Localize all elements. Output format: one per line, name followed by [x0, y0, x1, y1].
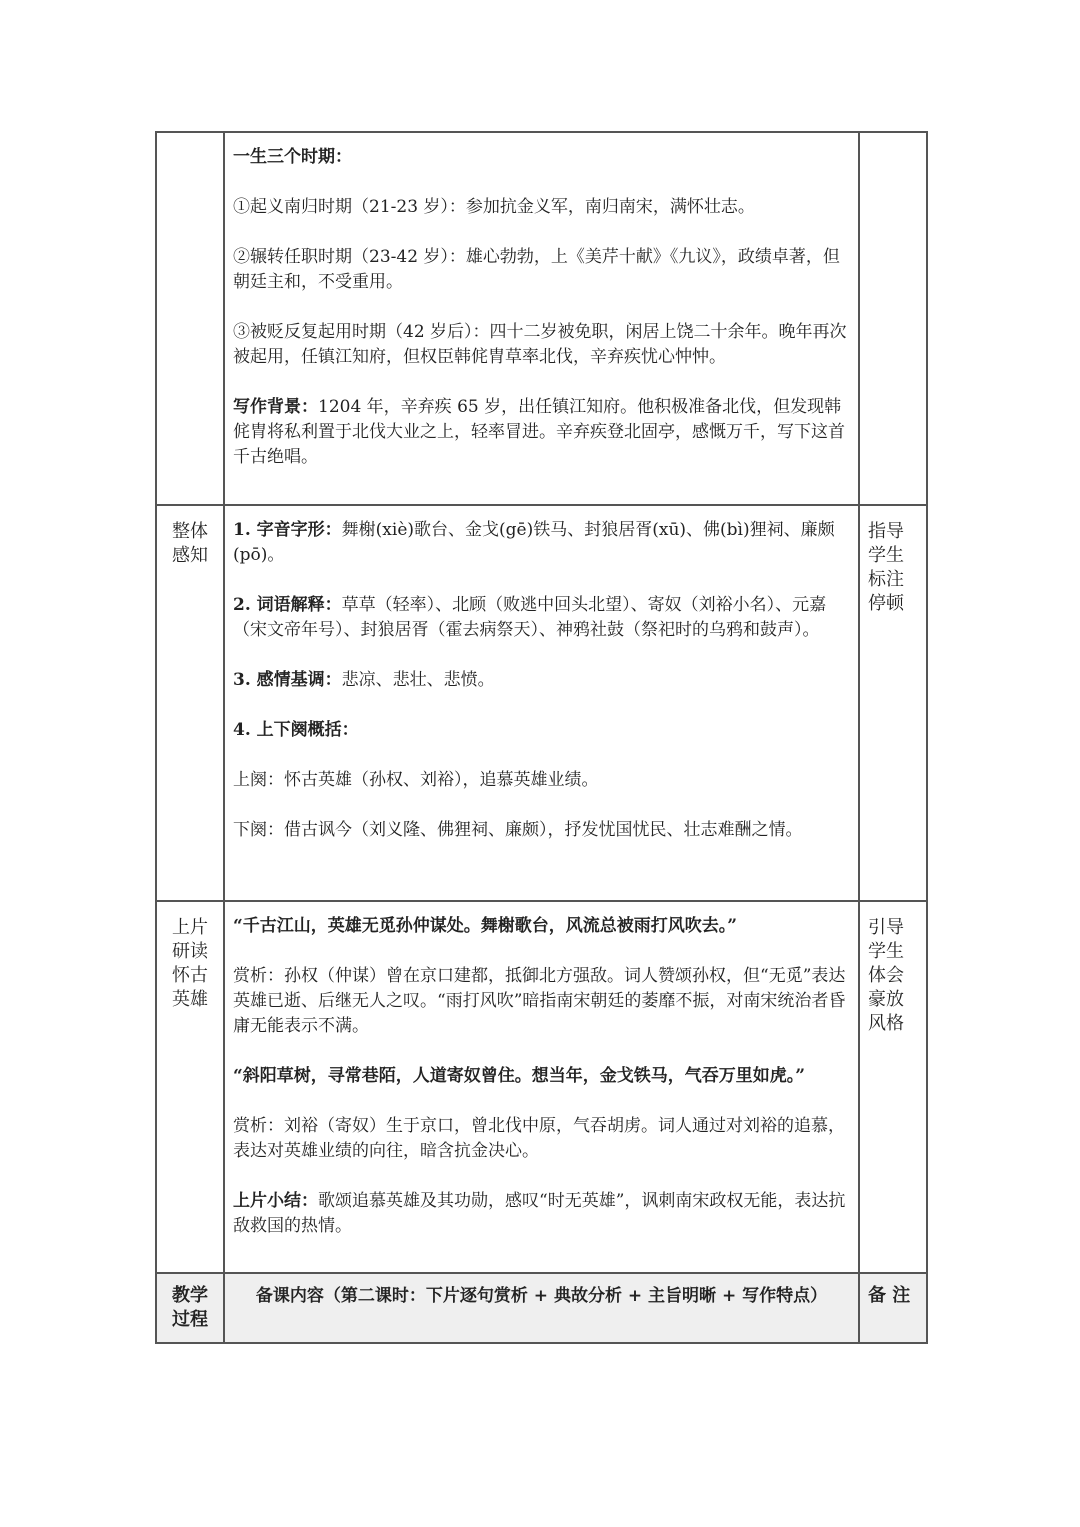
- footer-label-cell: 教学 过程: [156, 1273, 224, 1343]
- row-content-cell: [224, 505, 859, 901]
- content-paragraph: 2. 词语解释：草草（轻率）、北顾（败逃中回头北望）、寄奴（刘裕小名）、元嘉（宋文帝年号）、封狼居胥（霍去病祭天）、神鸦社鼓（祭祀时的乌鸦和鼓声）。: [233, 595, 827, 640]
- content-paragraph: “千古江山，英雄无觅孙仲谋处。舞榭歌台，风流总被雨打风吹去。”: [233, 916, 738, 936]
- content-paragraph: “斜阳草树，寻常巷陌，人道寄奴曾住。想当年，金戈铁马，气吞万里如虎。”: [233, 1066, 806, 1086]
- content-paragraph: 赏析：孙权（仲谋）曾在京口建都，抵御北方强敌。词人赞颂孙权，但“无觅”表达英雄已逝、后继无人之叹。“雨打风吹”暗指南宋朝廷的萎靡不振，对南宋统治者昏庸无能表示不满。: [233, 966, 846, 1036]
- content-paragraph: ①起义南归时期（21-23 岁）：参加抗金义军，南归南宋，满怀壮志。: [233, 197, 755, 217]
- content-paragraph: 一生三个时期：: [233, 147, 352, 167]
- content-paragraph: ②辗转任职时期（23-42 岁）：雄心勃勃，上《美芹十献》《九议》，政绩卓著，但朝廷主和，不受重用。: [233, 247, 840, 292]
- row-note-cell: 引导 学生 体会 豪放 风格: [859, 901, 927, 1273]
- content-paragraph: 3. 感情基调：悲凉、悲壮、悲愤。: [233, 670, 495, 690]
- content-paragraph: 4. 上下阕概括：: [233, 720, 359, 740]
- footer-content-cell: 备课内容（第二课时：下片逐句赏析 + 典故分析 + 主旨明晰 + 写作特点）: [224, 1273, 859, 1343]
- content-paragraph: 1. 字音字形：舞榭(xiè)歌台、金戈(gē)铁马、封狼居胥(xū)、佛(bì)狸祠、廉颇(pō)。: [233, 520, 835, 565]
- footer-note-cell: 备 注: [859, 1273, 927, 1343]
- row-content-cell: [224, 901, 859, 1273]
- row-label-cell: [156, 132, 224, 505]
- row-note-cell: 指导 学生 标注 停顿: [859, 505, 927, 901]
- content-paragraph: 下阕：借古讽今（刘义隆、佛狸祠、廉颇），抒发忧国忧民、壮志难酬之情。: [233, 820, 803, 840]
- row-content-cell: [224, 132, 859, 505]
- content-paragraph: 上片小结：歌颂追慕英雄及其功勋，感叹“时无英雄”，讽刺南宋政权无能，表达抗敌救国的热情。: [233, 1191, 846, 1236]
- lesson-plan-table: [155, 131, 928, 1344]
- content-paragraph: 写作背景：1204 年，辛弃疾 65 岁，出任镇江知府。他积极准备北伐，但发现韩侂胄将私利置于北伐大业之上，轻率冒进。辛弃疾登北固亭，感慨万千，写下这首千古绝唱。: [233, 397, 845, 467]
- content-paragraph: 赏析：刘裕（寄奴）生于京口，曾北伐中原，气吞胡虏。词人通过对刘裕的追慕，表达对英雄业绩的向往，暗含抗金决心。: [233, 1116, 845, 1161]
- table-row: [156, 901, 927, 1273]
- table-row: [156, 505, 927, 901]
- content-paragraph: 上阕：怀古英雄（孙权、刘裕），追慕英雄业绩。: [233, 770, 599, 790]
- content-paragraph: ③被贬反复起用时期（42 岁后）：四十二岁被免职，闲居上饶二十余年。晚年再次被起用，任镇江知府，但权臣韩侂胄草率北伐，辛弃疾忧心忡忡。: [233, 322, 847, 367]
- table-row: [156, 1273, 927, 1343]
- row-label-cell: 上片 研读 怀古 英雄: [156, 901, 224, 1273]
- row-label-cell: 整体 感知: [156, 505, 224, 901]
- row-note-cell: [859, 132, 927, 505]
- table-row: [156, 132, 927, 505]
